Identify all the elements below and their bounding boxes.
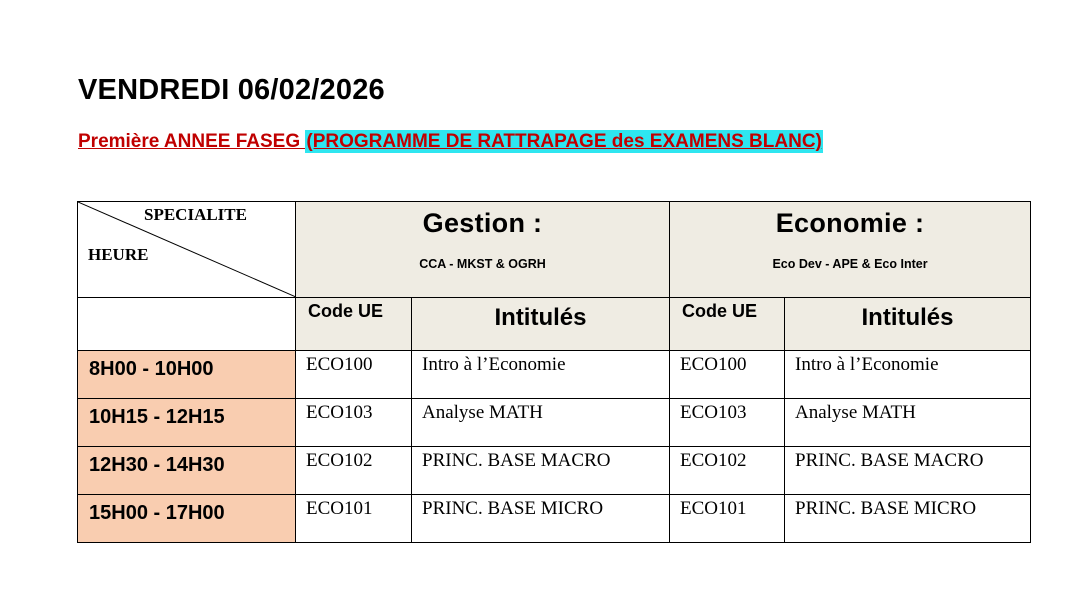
page-title: VENDREDI 06/02/2026 bbox=[78, 74, 385, 106]
table-row bbox=[78, 351, 1031, 399]
code-ue-header: Code UE bbox=[296, 298, 412, 351]
column-header-row bbox=[78, 298, 1031, 351]
corner-header-cell bbox=[78, 202, 296, 298]
intitules-header: Intitulés bbox=[412, 298, 670, 351]
economie-code-ue: ECO101 bbox=[670, 495, 785, 543]
schedule-table bbox=[77, 201, 1031, 543]
gestion-intitule: Analyse MATH bbox=[412, 399, 670, 447]
table-row bbox=[78, 399, 1031, 447]
table-row bbox=[78, 447, 1031, 495]
heure-label: HEURE bbox=[88, 245, 149, 264]
gestion-intitule: PRINC. BASE MICRO bbox=[412, 495, 670, 543]
gestion-code-ue: ECO100 bbox=[296, 351, 412, 399]
gestion-code-ue: ECO101 bbox=[296, 495, 412, 543]
economie-intitule: PRINC. BASE MACRO bbox=[785, 447, 1031, 495]
group-header-gestion bbox=[296, 202, 670, 298]
economie-intitule: Analyse MATH bbox=[785, 399, 1031, 447]
gestion-intitule: PRINC. BASE MACRO bbox=[412, 447, 670, 495]
specialite-label: SPECIALITE bbox=[144, 205, 247, 224]
table-row bbox=[78, 495, 1031, 543]
group-subtitle: CCA - MKST & OGRH bbox=[419, 257, 546, 271]
economie-intitule: Intro à l’Economie bbox=[785, 351, 1031, 399]
economie-code-ue: ECO102 bbox=[670, 447, 785, 495]
gestion-code-ue: ECO102 bbox=[296, 447, 412, 495]
economie-intitule: PRINC. BASE MICRO bbox=[785, 495, 1031, 543]
intitules-header: Intitulés bbox=[785, 298, 1031, 351]
time-slot: 15H00 - 17H00 bbox=[78, 495, 296, 543]
group-header-row bbox=[78, 202, 1031, 298]
time-slot: 8H00 - 10H00 bbox=[78, 351, 296, 399]
economie-code-ue: ECO100 bbox=[670, 351, 785, 399]
subtitle-program-name: Première ANNEE FASEG bbox=[78, 131, 306, 152]
gestion-code-ue: ECO103 bbox=[296, 399, 412, 447]
economie-code-ue: ECO103 bbox=[670, 399, 785, 447]
group-subtitle: Eco Dev - APE & Eco Inter bbox=[772, 257, 928, 271]
time-slot: 12H30 - 14H30 bbox=[78, 447, 296, 495]
group-name: Gestion : bbox=[422, 208, 543, 238]
code-ue-header: Code UE bbox=[670, 298, 785, 351]
subtitle bbox=[78, 131, 823, 153]
subtitle-highlighted-text: (PROGRAMME DE RATTRAPAGE des EXAMENS BLANC) bbox=[306, 131, 822, 152]
group-header-economie bbox=[670, 202, 1031, 298]
group-name: Economie : bbox=[775, 208, 925, 238]
gestion-intitule: Intro à l’Economie bbox=[412, 351, 670, 399]
empty-header-cell bbox=[78, 298, 296, 351]
time-slot: 10H15 - 12H15 bbox=[78, 399, 296, 447]
